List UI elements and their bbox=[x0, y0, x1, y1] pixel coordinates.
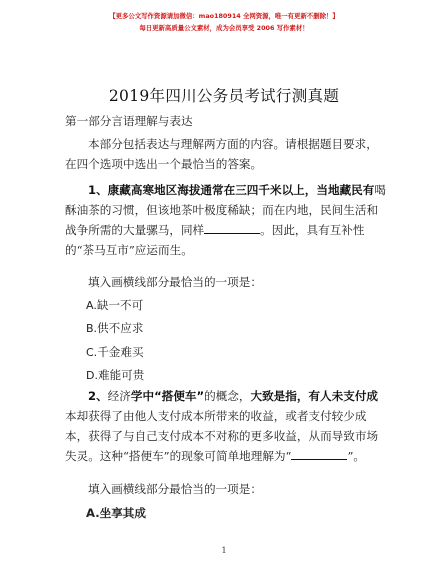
banner-line-1: 【更多公文写作资源请加微信：mao180914 全网资源，唯一有更新不删除！】 bbox=[109, 12, 339, 20]
option-text: 千金难买 bbox=[97, 345, 144, 359]
option-a bbox=[86, 297, 143, 314]
option-text: 缺一不可 bbox=[96, 298, 144, 312]
option-text: 难能可贵 bbox=[97, 368, 145, 382]
question-2-text-b: ”。 bbox=[347, 449, 366, 463]
question-1-prompt: 填入画横线部分最恰当的一项是： bbox=[88, 275, 262, 289]
option-letter: A. bbox=[86, 299, 97, 312]
question-1-lead: 1、康藏高寒地区海拔通常在三四千米以上，当地藏民有 bbox=[88, 183, 375, 197]
option-text: 供不应求 bbox=[97, 321, 144, 335]
promo-banner bbox=[0, 10, 448, 34]
answer-blank bbox=[204, 232, 260, 234]
question-2-number: 2、 bbox=[88, 389, 108, 403]
option-d bbox=[86, 367, 144, 384]
instructions-paragraph: 本部分包括表达与理解两方面的内容。请根据题目要求，在四个选项中选出一个最恰当的答案。 bbox=[65, 137, 378, 171]
question-1-text-a: 喝酥油茶的习惯，但该地茶叶极度稀缺；而在内地，民间生活和战争所需的大量骡马，同样 bbox=[65, 183, 386, 237]
question-2-text-plain-1: 经济 bbox=[107, 389, 131, 403]
page-number: 1 bbox=[221, 546, 227, 555]
option-letter: C. bbox=[86, 346, 98, 359]
banner-line-2: 每日更新高质量公文素材，成为会员享受 2006 写作素材！ bbox=[139, 24, 309, 32]
question-2 bbox=[65, 386, 387, 466]
option-text: 坐享其成 bbox=[99, 506, 146, 520]
section-heading: 第一部分言语理解与表达 bbox=[65, 114, 193, 128]
option-c bbox=[86, 344, 144, 361]
option-letter: A. bbox=[86, 506, 100, 520]
document-title: 2019年四川公务员考试行测真题 bbox=[108, 87, 340, 105]
question-1 bbox=[65, 180, 387, 260]
option-letter: B. bbox=[86, 322, 98, 335]
question-2-bold-2: 大致是指，有人未支付成 bbox=[250, 389, 379, 403]
question-1-text-b: 。因此，具有互补性的“茶马互市”应运而生。 bbox=[65, 223, 365, 257]
question-2-prompt: 填入画横线部分最恰当的一项是： bbox=[88, 482, 262, 496]
option-a-q2 bbox=[86, 505, 146, 521]
question-2-bold-1: 学中“搭便车” bbox=[130, 389, 205, 403]
option-letter: D. bbox=[86, 369, 98, 382]
option-b bbox=[86, 320, 143, 337]
question-2-text-a: 本却获得了由他人支付成本所带来的收益，或者支付较少成本，获得了与自己支付成本不对称的更多收益，从而导致市场失灵。这种“搭便车”的现象可简单地理解为“ bbox=[65, 409, 379, 463]
question-2-text-plain-2: 的概念， bbox=[204, 389, 251, 403]
answer-blank bbox=[291, 458, 347, 460]
